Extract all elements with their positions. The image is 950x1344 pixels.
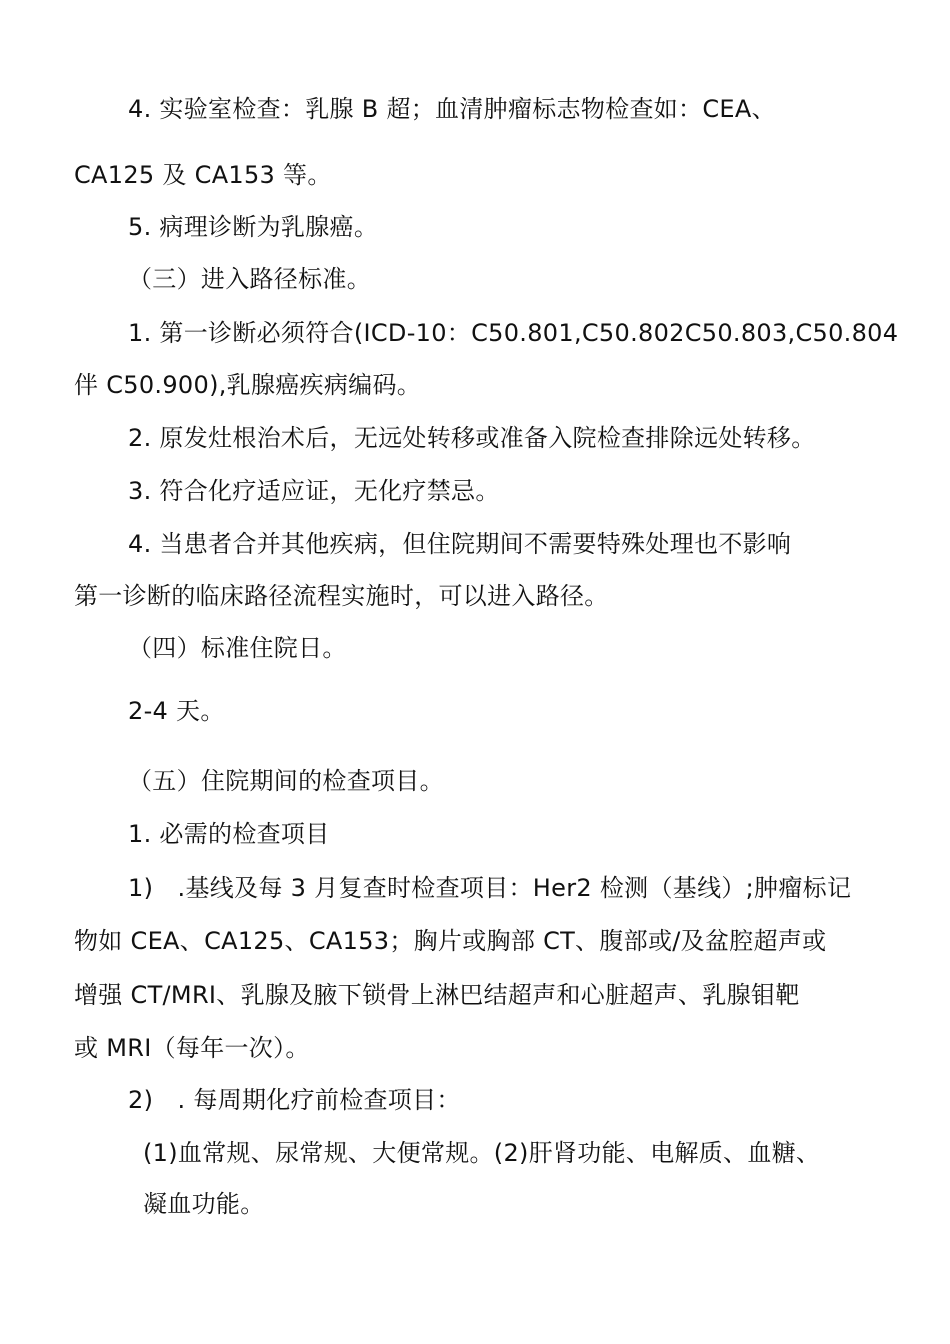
pathology-line: 5. 病理诊断为乳腺癌。 [128,213,379,241]
per-cycle-exams-heading: 2) . 每周期化疗前检查项目： [128,1086,461,1114]
stay-duration: 2-4 天。 [128,697,225,725]
baseline-exams-line-cont2: 增强 CT/MRI、乳腺及腋下锁骨上淋巴结超声和心脏超声、乳腺钼靶 [74,981,800,1009]
entry-criteria-1-cont: 伴 C50.900),乳腺癌疾病编码。 [74,371,422,399]
baseline-exams-line-cont1: 物如 CEA、CA125、CA153；胸片或胸部 CT、腹部或/及盆腔超声或 [74,927,827,955]
entry-criteria-4-cont: 第一诊断的临床路径流程实施时，可以进入路径。 [74,582,609,610]
entry-criteria-4: 4. 当患者合并其他疾病，但住院期间不需要特殊处理也不影响 [128,530,792,558]
lab-exam-line: 4. 实验室检查：乳腺 B 超；血清肿瘤标志物检查如：CEA、 [128,95,776,123]
section-heading-exams: （五）住院期间的检查项目。 [128,767,444,795]
required-exams-heading: 1. 必需的检查项目 [128,820,330,848]
section-heading-entry: （三）进入路径标准。 [128,265,371,293]
baseline-exams-line-cont3: 或 MRI（每年一次）。 [74,1034,310,1062]
entry-criteria-1: 1. 第一诊断必须符合(ICD-10：C50.801,C50.802C50.803,C50.804 [128,319,899,347]
per-cycle-exams-line-cont: 凝血功能。 [143,1190,265,1218]
entry-criteria-2: 2. 原发灶根治术后，无远处转移或准备入院检查排除远处转移。 [128,424,816,452]
per-cycle-exams-line: (1)血常规、尿常规、大便常规。(2)肝肾功能、电解质、血糖、 [143,1139,821,1167]
section-heading-stay: （四）标准住院日。 [128,634,347,662]
lab-exam-line-cont: CA125 及 CA153 等。 [74,161,332,189]
baseline-exams-line: 1) .基线及每 3 月复查时检查项目：Her2 检测（基线）;肿瘤标记 [128,874,852,902]
entry-criteria-3: 3. 符合化疗适应证，无化疗禁忌。 [128,477,500,505]
